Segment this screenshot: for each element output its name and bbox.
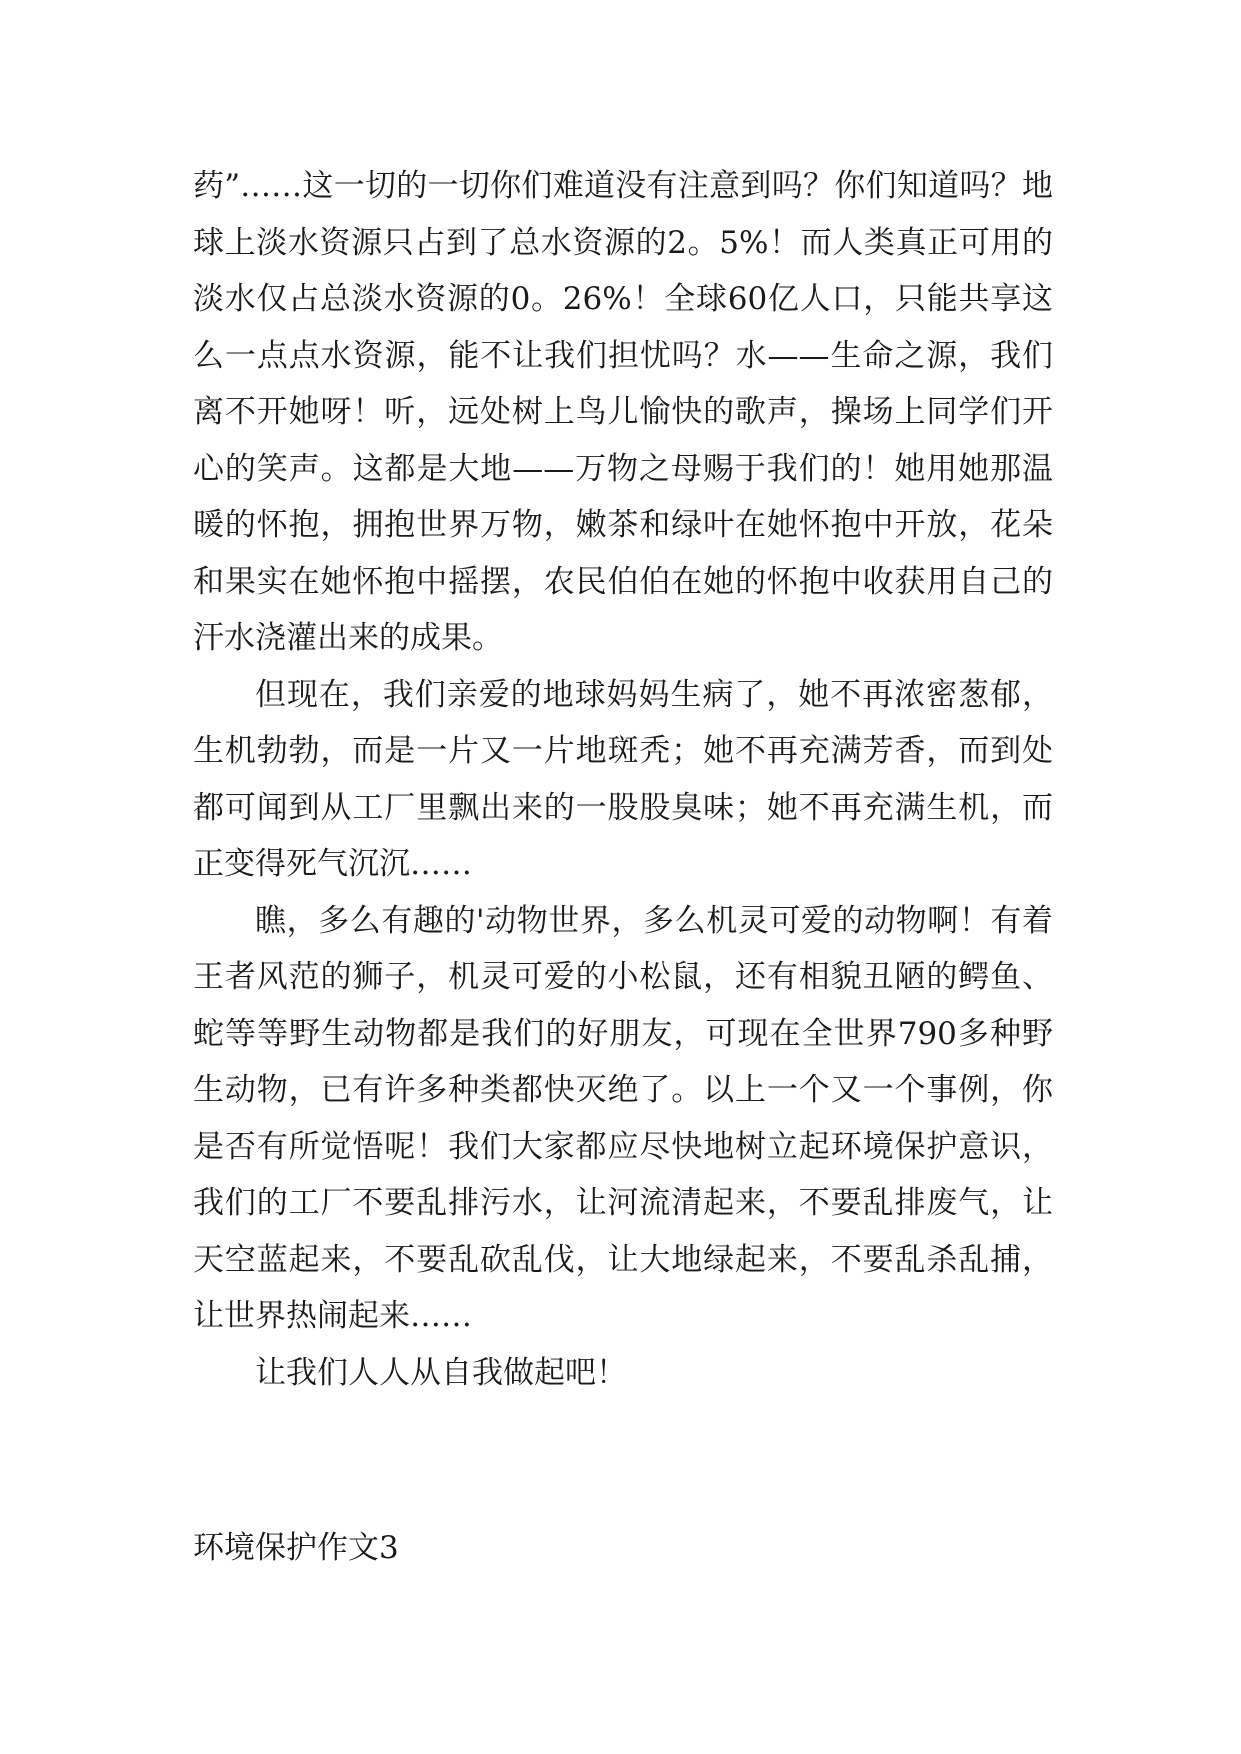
section-heading: 环境保护作文3: [193, 1530, 399, 1566]
paragraph-animals: 瞧，多么有趣的'动物世界，多么机灵可爱的动物啊！有着王者风范的狮子，机灵可爱的小松鼠，还有相貌丑陋的鳄鱼、蛇等等野生动物都是我们的好朋友，可现在全世界790多种野生动物，已有许多种类都快灭绝了。以上一个又一个事例，你是否有所觉悟呢！我们大家都应尽快地树立起环境保护意识，我们的工厂不要乱排污水，让河流清起来，不要乱排废气，让天空蓝起来，不要乱砍乱伐，让大地绿起来，不要乱杀乱捕，让世界热闹起来……: [193, 902, 1053, 1334]
paragraph-call-to-action: 让我们人人从自我做起吧！: [255, 1354, 627, 1391]
article-body: [193, 158, 1053, 1401]
paragraph-water-earth: 药”……这一切的一切你们难道没有注意到吗？你们知道吗？地球上淡水资源只占到了总水资源的2。5%！而人类真正可用的淡水仅占总淡水资源的0。26%！全球60亿人口，只能共享这么一点点水资源，能不让我们担忧吗？水——生命之源，我们离不开她呀！听，远处树上鸟儿愉快的歌声，操场上同学们开心的笑声。这都是大地——万物之母赐于我们的！她用她那温暖的怀抱，拥抱世界万物，嫩茶和绿叶在她怀抱中开放，花朵和果实在她怀抱中摇摆，农民伯伯在她的怀抱中收获用自己的汗水浇灌出来的成果。: [193, 168, 1053, 656]
paragraph-earth-sick: 但现在，我们亲爱的地球妈妈生病了，她不再浓密葱郁，生机勃勃，而是一片又一片地斑秃；她不再充满芳香，而到处都可闻到从工厂里飘出来的一股股臭味；她不再充满生机，而正变得死气沉沉……: [193, 676, 1053, 882]
